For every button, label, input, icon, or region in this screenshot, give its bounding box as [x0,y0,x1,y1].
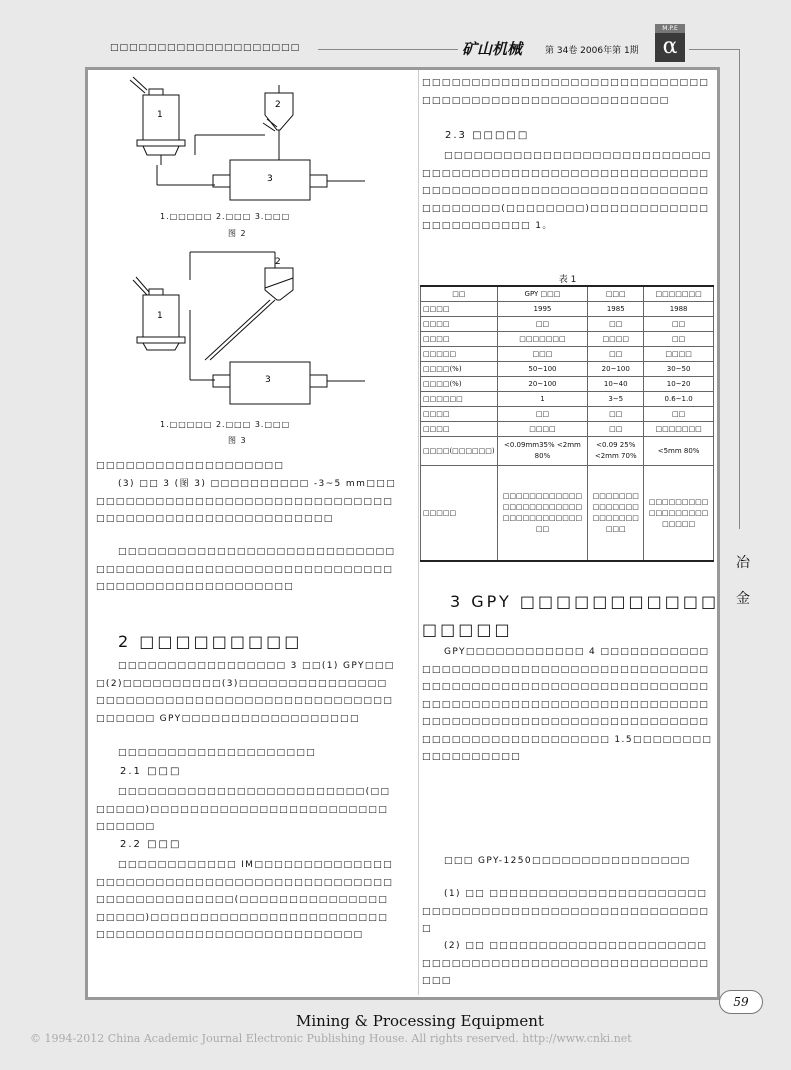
column-divider [418,70,419,995]
fig2-label-1: 1 [157,110,163,120]
comparison-table [420,285,714,562]
table-row [421,362,714,377]
table-cell: <0.09 25% <2mm 70% [588,437,644,466]
side-rule [739,49,740,529]
table-cell: 1985 [588,302,644,317]
table-cell: 1988 [644,302,714,317]
figure-2-diagram [125,75,375,205]
section-2-2-heading: 2.2 □□□ [120,839,182,850]
left-para-4: □□□□□□□□□□□□□□□□□ 3 □□(1) GPY□□□□(2)□□□□□□□□□□(3)□□□□□□□□□□□□□□□□□□□□□□□□□□□□□□□□□□□□□□□□□□□□□□□□□□□ GPY□□□□□□□□□□□□□□□□□□ [96,661,395,724]
fig3-label-1: 1 [157,311,163,321]
table-cell: 20~100 [588,362,644,377]
right-para-6: (2) □□ □□□□□□□□□□□□□□□□□□□□□□□□□□□□□□□□□□□□□□□□□□□□□□□□□□□□□□ [422,941,710,986]
table-row [421,422,714,437]
running-header-left: □□□□□□□□□□□□□□□□□□□□ [110,43,301,53]
right-para-2: □□□□□□□□□□□□□□□□□□□□□□□□□□□□□□□□□□□□□□□□□□□□□□□□□□□□□□□□□□□□□□□□□□□□□□□□□□□□□□□□□□□□□□□□□□□□□(□□□□□□□□)□□□□□□□□□□□□□□□□□□□□□□□ 1。 [422,151,712,231]
left-para-1: □□□□□□□□□□□□□□□□□□□ [96,461,285,471]
table-row [421,407,714,422]
table-1-title: 表 1 [558,275,577,285]
right-para-1: □□□□□□□□□□□□□□□□□□□□□□□□□□□□□□□□□□□□□□□□□□□□□□□□□□□□□□ [422,78,710,106]
table-cell: <5mm 80% [644,437,714,466]
table-row [421,347,714,362]
header-volume-issue: 第 34卷 2006年第 1期 [545,46,639,56]
table-cell: 10~20 [644,377,714,392]
copyright-watermark: © 1994-2012 China Academic Journal Electronic Publishing House. All rights reserved. http://www.cnki.net [30,1032,632,1045]
table-cell: □□□□□□□□□□□□□□□□□□□□□□□□ [588,466,644,562]
fig2-title: 图 2 [228,229,247,238]
table-cell: 30~50 [644,362,714,377]
table-row [421,332,714,347]
table-row [421,317,714,332]
left-para-3: □□□□□□□□□□□□□□□□□□□□□□□□□□□□□□□□□□□□□□□□□□□□□□□□□□□□□□□□□□□□□□□□□□□□□□□□□□□□□□ [96,547,396,592]
table-cell: □□ [588,407,644,422]
journal-logo-glyph: α [662,34,678,59]
journal-logo [655,24,685,62]
table-cell: □□□□ [421,407,498,422]
table-cell: □□□□□□□□□□□□□□□□□□□□□□□ [644,466,714,562]
table-cell: <0.09mm35% <2mm 80% [497,437,588,466]
table-header-cell: □□□ [588,286,644,302]
table-cell: □□□□ [497,422,588,437]
table-row [421,437,714,466]
table-row [421,392,714,407]
table-cell: □□ [497,317,588,332]
left-para-2: (3) □□ 3 (图 3) □□□□□□□□□□ -3~5 mm□□□□□□□□□□□□□□□□□□□□□□□□□□□□□□□□□□□□□□□□□□□□□□□□□□□□□□□□□ [96,479,396,524]
left-para-6: □□□□□□□□□□□□□□□□□□□□□□□□□(□□□□□□□)□□□□□□□□□□□□□□□□□□□□□□□□□□□□□□ [96,787,391,832]
page-number: 59 [719,990,763,1014]
left-para-7: □□□□□□□□□□□□ IM□□□□□□□□□□□□□□□□□□□□□□□□□□□□□□□□□□□□□□□□□□□□□□□□□□□□□□□□□□(□□□□□□□□□□□□□□□□□□□□)□□□□□□□□□□□□□□□□□□□□□□□□□□□□□□□□□□□□□□□□□□□□□□□□□□□ [96,860,394,940]
table-cell: 10~40 [588,377,644,392]
section-2-1-heading: 2.1 □□□ [120,766,182,777]
journal-logo-text: M.P.E [655,24,685,33]
section-3-heading-cont: □□□□□ [422,620,513,639]
table-cell: □□□□□ [421,347,498,362]
table-cell: □□□□ [421,422,498,437]
table-cell: 0.6~1.0 [644,392,714,407]
table-cell: □□□□□□□ [644,422,714,437]
right-para-3: GPY□□□□□□□□□□□□ 4 □□□□□□□□□□□□□□□□□□□□□□□□□□□□□□□□□□□□□□□□□□□□□□□□□□□□□□□□□□□□□□□□□□□□□□□□□□□□□□□□□□□□□□□□□□□□□□□□□□□□□□□□□□□□□□□□□□□□□□□□□□□□□□□□□□□□□□□□□□□□□□□□□□ 1.5□□□□□□□□□□□□□□□□□□ [422,647,713,762]
fig3-label-2: 2 [275,257,281,267]
table-cell: □□□□□□ [421,392,498,407]
table-cell: □□ [644,332,714,347]
header-rule-left [318,49,458,50]
table-cell: □□□□ [644,347,714,362]
table-row [421,302,714,317]
header-rule-right [689,49,739,50]
table-row [421,466,714,562]
table-header-cell: GPY □□□ [497,286,588,302]
section-2-3-heading: 2.3 □□□□□ [445,130,530,141]
right-para-5: (1) □□ □□□□□□□□□□□□□□□□□□□□□□□□□□□□□□□□□□□□□□□□□□□□□□□□□□□□ [422,889,710,934]
table-cell: 1 [497,392,588,407]
table-cell: □□□□ [421,302,498,317]
table-cell: □□□□ [421,332,498,347]
table-header-row [421,286,714,302]
table-cell: □□ [588,422,644,437]
section-2-heading: 2 □□□□□□□□□ [118,632,303,651]
table-cell: □□□□□□□□□□□□□□□□□□□□□□□□□□□□□□□□□□□□□□ [497,466,588,562]
fig2-label-3: 3 [267,174,273,184]
table-cell: □□□□□ [421,466,498,562]
table-cell: □□□□(%) [421,377,498,392]
figure-3-diagram [125,250,375,415]
table-cell: 1995 [497,302,588,317]
section-3-heading: 3 GPY □□□□□□□□□□□ [450,592,720,611]
table-cell: □□□□□□□ [497,332,588,347]
table-cell: 20~100 [497,377,588,392]
table-cell: □□□□ [588,332,644,347]
fig3-title: 图 3 [228,436,247,445]
left-para-5: □□□□□□□□□□□□□□□□□□□□ [118,748,317,758]
table-cell: □□□ [497,347,588,362]
table-cell: □□ [644,317,714,332]
footer-journal-name: Mining & Processing Equipment [296,1012,544,1030]
table-cell: □□ [644,407,714,422]
table-row [421,377,714,392]
side-section-label: 冶金 [736,555,750,607]
table-header-cell: □□□□□□□ [644,286,714,302]
table-cell: □□ [588,317,644,332]
table-header-cell: □□ [421,286,498,302]
table-cell: 50~100 [497,362,588,377]
table-cell: □□ [497,407,588,422]
fig2-label-2: 2 [275,100,281,110]
fig3-label-3: 3 [265,375,271,385]
table-cell: □□□□(%) [421,362,498,377]
table-cell: □□□□(□□□□□□) [421,437,498,466]
fig3-parts-caption: 1.□□□□□ 2.□□□ 3.□□□ [160,420,291,429]
header-journal-title: 矿山机械 [462,40,523,58]
table-cell: 3~5 [588,392,644,407]
fig2-parts-caption: 1.□□□□□ 2.□□□ 3.□□□ [160,212,291,221]
table-cell: □□ [588,347,644,362]
right-para-4: □□□ GPY-1250□□□□□□□□□□□□□□□□ [444,856,691,866]
table-cell: □□□□ [421,317,498,332]
